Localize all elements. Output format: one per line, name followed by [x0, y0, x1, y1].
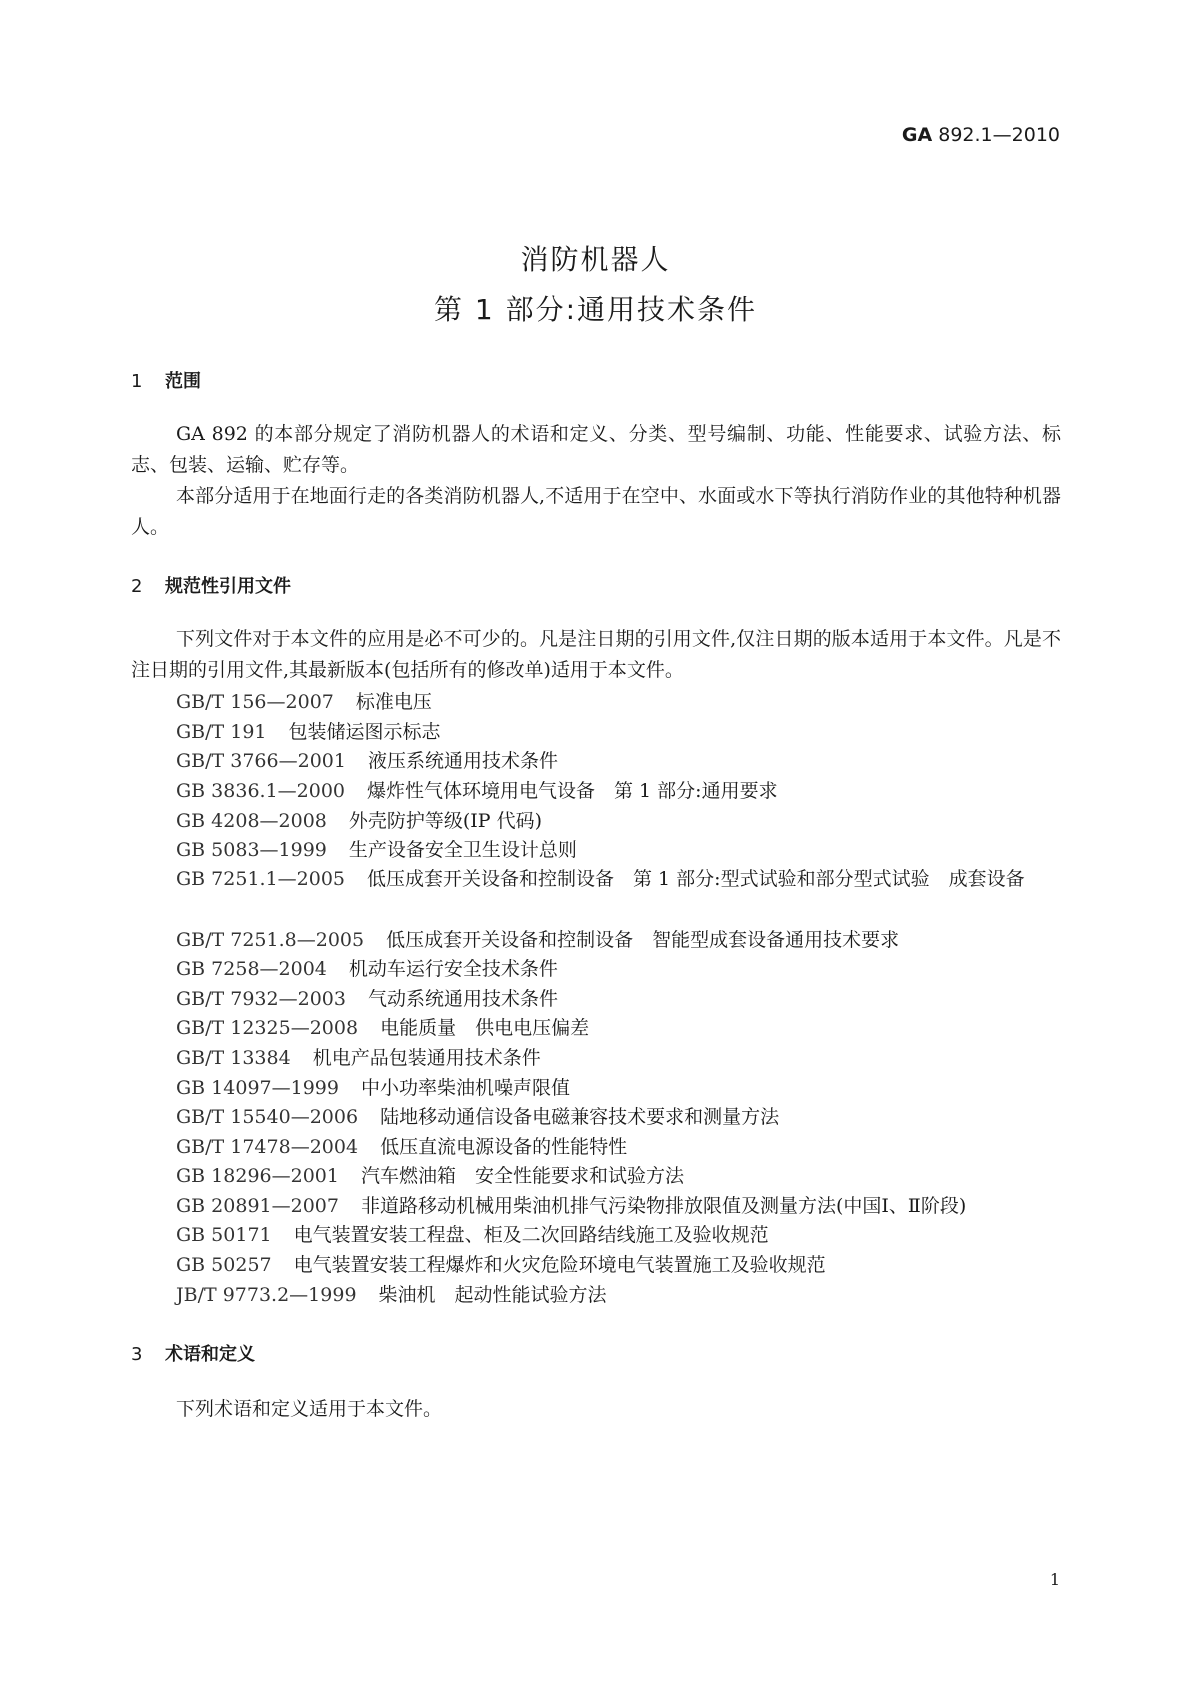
scope-paragraph: GA 892 的本部分规定了消防机器人的术语和定义、分类、型号编制、功能、性能要求、试验方法、标志、包装、运输、贮存等。 [131, 423, 1061, 476]
reference-code: GB 18296—2001 [176, 1165, 339, 1187]
reference-item [176, 687, 432, 714]
reference-code: GB/T 156—2007 [176, 691, 334, 713]
section-heading-terms-definitions [131, 1340, 255, 1366]
standard-code-number: 892.1—2010 [938, 124, 1060, 146]
reference-code: GB 50257 [176, 1254, 272, 1276]
reference-title: 外壳防护等级(IP 代码) [348, 810, 543, 832]
section-number: 1 [131, 371, 143, 392]
reference-item [176, 1161, 684, 1188]
document-subtitle: 第 1 部分:通用技术条件 [433, 293, 758, 326]
reference-title: 低压成套开关设备和控制设备 智能型成套设备通用技术要求 [386, 929, 900, 951]
reference-code: GB/T 7251.8—2005 [176, 929, 365, 951]
reference-title: 爆炸性气体环境用电气设备 第 1 部分:通用要求 [367, 780, 778, 802]
reference-code: JB/T 9773.2—1999 [176, 1284, 357, 1306]
reference-item [176, 954, 558, 981]
section-number: 2 [131, 576, 143, 597]
standard-code-prefix: GA [901, 124, 933, 146]
reference-item [176, 806, 542, 833]
reference-title: 电能质量 供电电压偏差 [380, 1017, 590, 1039]
reference-code: GB/T 12325—2008 [176, 1017, 359, 1039]
reference-item [176, 746, 558, 773]
scope-paragraph: 本部分适用于在地面行走的各类消防机器人,不适用于在空中、水面或水下等执行消防作业的其他特种机器人。 [131, 485, 1061, 538]
references-intro: 下列文件对于本文件的应用是必不可少的。凡是注日期的引用文件,仅注日期的版本适用于本文件。凡是不注日期的引用文件,其最新版本(包括所有的修改单)适用于本文件。 [131, 628, 1061, 681]
reference-title: 生产设备安全卫生设计总则 [348, 839, 577, 861]
reference-item [176, 925, 899, 952]
reference-item [176, 984, 558, 1011]
section-heading-normative-references [131, 572, 291, 598]
reference-code: GB 5083—1999 [176, 839, 327, 861]
reference-item [131, 864, 1061, 895]
reference-title: 电气装置安装工程盘、柜及二次回路结线施工及验收规范 [293, 1224, 769, 1246]
terms-paragraph: 下列术语和定义适用于本文件。 [176, 1398, 443, 1420]
reference-code: GB/T 3766—2001 [176, 750, 346, 772]
reference-title: 电气装置安装工程爆炸和火灾危险环境电气装置施工及验收规范 [293, 1254, 826, 1276]
reference-title: 中小功率柴油机噪声限值 [360, 1077, 570, 1099]
reference-code: GB 14097—1999 [176, 1077, 339, 1099]
reference-code: GB/T 17478—2004 [176, 1136, 359, 1158]
reference-item [176, 835, 577, 862]
page-number: 1 [1049, 1570, 1060, 1589]
reference-code: GB/T 7932—2003 [176, 988, 346, 1010]
reference-title: 机电产品包装通用技术条件 [312, 1047, 541, 1069]
section-number: 3 [131, 1344, 143, 1365]
reference-code: GB 50171 [176, 1224, 272, 1246]
reference-code: GB/T 15540—2006 [176, 1106, 359, 1128]
reference-title: 机动车运行安全技术条件 [348, 958, 558, 980]
reference-item [176, 1220, 769, 1247]
section-title: 范围 [165, 371, 201, 392]
reference-item [176, 717, 441, 744]
reference-code: GB 7258—2004 [176, 958, 327, 980]
reference-title: 陆地移动通信设备电磁兼容技术要求和测量方法 [380, 1106, 780, 1128]
reference-code: GB/T 13384 [176, 1047, 291, 1069]
reference-item [176, 1013, 589, 1040]
section-heading-scope [131, 367, 201, 393]
reference-item [176, 1102, 779, 1129]
reference-title: 低压成套开关设备和控制设备 第 1 部分:型式试验和部分型式试验 成套设备 [367, 868, 1025, 890]
reference-title: 汽车燃油箱 安全性能要求和试验方法 [360, 1165, 684, 1187]
reference-code: GB 20891—2007 [176, 1195, 339, 1217]
reference-code: GB 7251.1—2005 [176, 868, 346, 890]
reference-item [176, 1280, 607, 1307]
standard-code [900, 124, 1060, 146]
section-title: 术语和定义 [165, 1344, 255, 1365]
reference-code: GB 4208—2008 [176, 810, 327, 832]
reference-item [176, 1073, 570, 1100]
reference-title: 低压直流电源设备的性能特性 [380, 1136, 628, 1158]
reference-title: 包装储运图示标志 [288, 721, 441, 743]
reference-item [176, 1043, 541, 1070]
reference-title: 液压系统通用技术条件 [367, 750, 558, 772]
reference-title: 气动系统通用技术条件 [367, 988, 558, 1010]
reference-code: GB 3836.1—2000 [176, 780, 346, 802]
reference-code: GB/T 191 [176, 721, 267, 743]
reference-item [176, 1250, 826, 1277]
reference-item [176, 1191, 966, 1218]
reference-title: 非道路移动机械用柴油机排气污染物排放限值及测量方法(中国Ⅰ、Ⅱ阶段) [360, 1195, 967, 1217]
reference-item [176, 1132, 627, 1159]
reference-title: 标准电压 [355, 691, 432, 713]
reference-item [176, 776, 778, 803]
document-title: 消防机器人 [520, 243, 671, 276]
reference-title: 柴油机 起动性能试验方法 [378, 1284, 607, 1306]
section-title: 规范性引用文件 [165, 576, 291, 597]
